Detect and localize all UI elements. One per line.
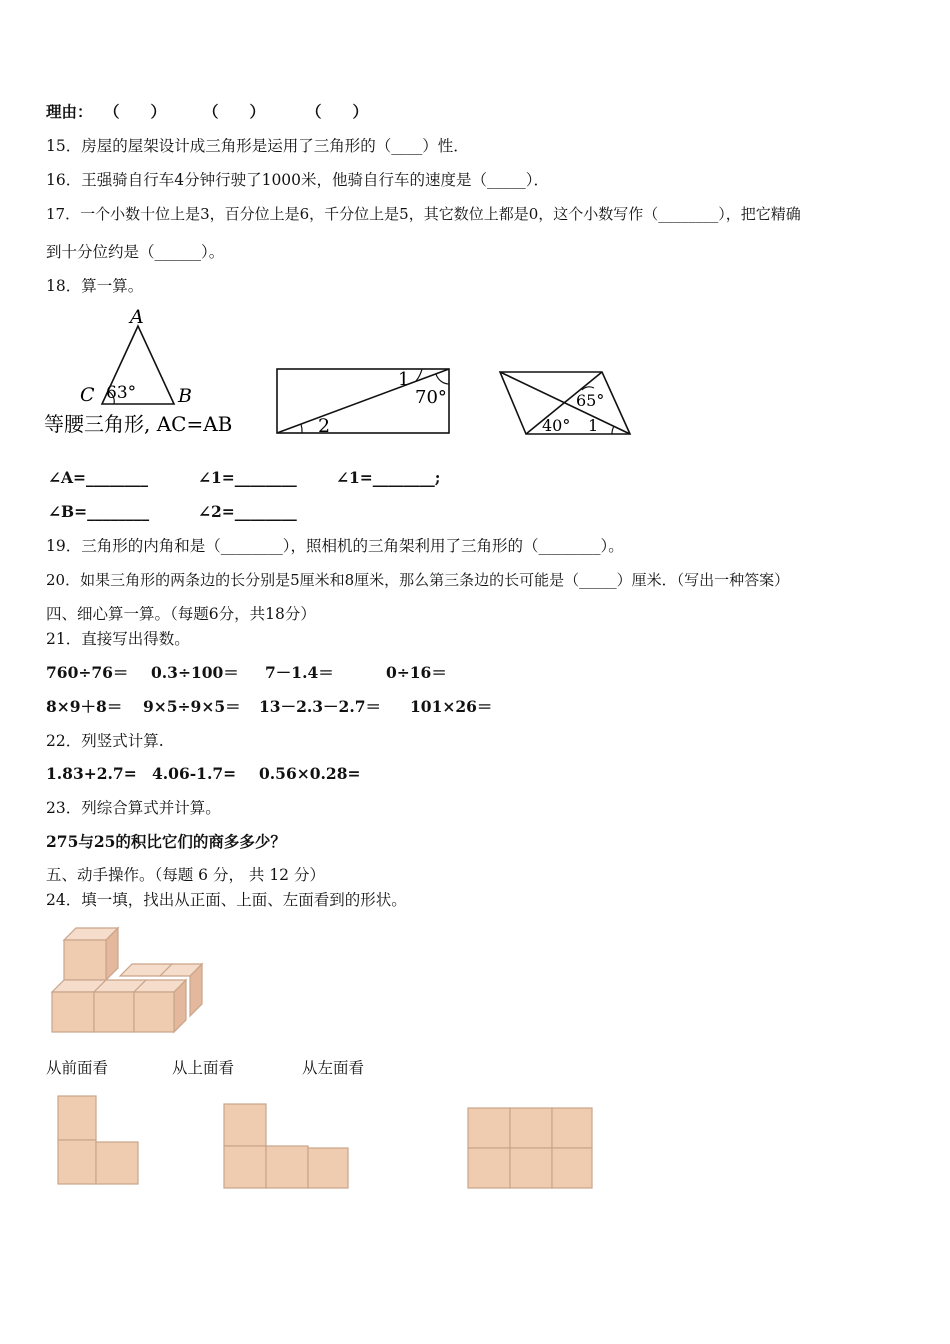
calc-1-2: 0.3÷100＝ xyxy=(151,663,239,682)
reason-blank-3: （ ） xyxy=(306,102,369,121)
question-24: 24．填一填，找出从正面、上面、左面看到的形状。 xyxy=(46,891,407,909)
answer-angle-1-fig3: ∠1=________; xyxy=(336,468,441,487)
label-angle-70: 70° xyxy=(415,387,447,408)
answer-angle-b: ∠B=________ xyxy=(48,502,150,521)
section-5-title: 五、动手操作。（每题 6 分， 共 12 分） xyxy=(46,866,325,884)
vertical-1: 1.83+2.7= xyxy=(46,764,137,783)
calc-1-3: 7－1.4＝ xyxy=(265,663,334,682)
figure-caption: 等腰三角形, AC=AB xyxy=(44,412,233,436)
question-22: 22．列竖式计算. xyxy=(46,732,164,750)
figure-parallelogram xyxy=(498,370,638,440)
label-c: C xyxy=(80,384,95,406)
label-angle-65: 65° xyxy=(576,391,605,410)
question-20: 20．如果三角形的两条边的长分别是5厘米和8厘米，那么第三条边的长可能是（_____）厘米．（写出一种答案） xyxy=(46,571,790,589)
view-label-top: 从上面看 xyxy=(172,1059,235,1077)
front-view-shape xyxy=(56,1094,142,1188)
cube-arrangement-figure xyxy=(50,926,210,1038)
answer-angle-a: ∠A=________ xyxy=(48,468,149,487)
top-view-shape xyxy=(222,1102,352,1192)
vertical-2: 4.06-1.7= xyxy=(152,764,237,783)
question-17-line2: 到十分位约是（______）。 xyxy=(46,243,225,261)
angle-arc-1-par xyxy=(612,426,614,434)
angle-arc-2 xyxy=(301,424,302,433)
calc-1-1: 760÷76＝ xyxy=(46,663,129,682)
question-23-text: 275与25的积比它们的商多多少？ xyxy=(46,832,286,851)
label-1: 1 xyxy=(398,369,410,390)
question-17-line1: 17．一个小数十位上是3，百分位上是6，千分位上是5，其它数位上都是0，这个小数写作（________），把它精确 xyxy=(46,205,801,223)
calc-2-4: 101×26＝ xyxy=(410,697,493,716)
left-view-shape xyxy=(466,1106,596,1192)
figure-isosceles-triangle xyxy=(44,300,254,440)
question-15: 15．房屋的屋架设计成三角形是运用了三角形的（____）性． xyxy=(46,137,469,155)
question-23: 23．列综合算式并计算。 xyxy=(46,799,221,817)
label-angle-63: 63° xyxy=(106,383,137,403)
angle-arc-70 xyxy=(436,374,449,384)
view-label-front: 从前面看 xyxy=(46,1059,109,1077)
section-4-title: 四、细心算一算。（每题6分，共18分） xyxy=(46,605,316,623)
question-21: 21．直接写出得数。 xyxy=(46,630,190,648)
label-a: A xyxy=(130,306,144,328)
reason-line xyxy=(46,102,93,122)
reason-blank-1: （ ） xyxy=(104,102,167,121)
view-label-left: 从左面看 xyxy=(302,1059,365,1077)
reason-label: 理由： xyxy=(46,102,93,121)
label-2: 2 xyxy=(318,415,331,437)
vertical-3: 0.56×0.28= xyxy=(259,764,361,783)
calc-2-3: 13－2.3－2.7＝ xyxy=(259,697,382,716)
calc-1-4: 0÷16＝ xyxy=(386,663,447,682)
label-angle-40: 40° xyxy=(542,416,571,435)
label-1-par: 1 xyxy=(588,416,599,435)
figure-rectangle-diagonal xyxy=(276,368,452,436)
calc-2-1: 8×9＋8＝ xyxy=(46,697,123,716)
answer-angle-1-fig2: ∠1=________ xyxy=(198,468,297,487)
question-19: 19．三角形的内角和是（________），照相机的三角架利用了三角形的（________）。 xyxy=(46,537,624,555)
calc-2-2: 9×5÷9×5＝ xyxy=(143,697,241,716)
reason-blank-2: （ ） xyxy=(203,102,266,121)
label-b: B xyxy=(178,385,192,407)
question-18: 18．算一算。 xyxy=(46,277,144,295)
answer-angle-2: ∠2=________ xyxy=(198,502,297,521)
question-16: 16．王强骑自行车4分钟行驶了1000米，他骑自行车的速度是（_____）． xyxy=(46,171,550,189)
